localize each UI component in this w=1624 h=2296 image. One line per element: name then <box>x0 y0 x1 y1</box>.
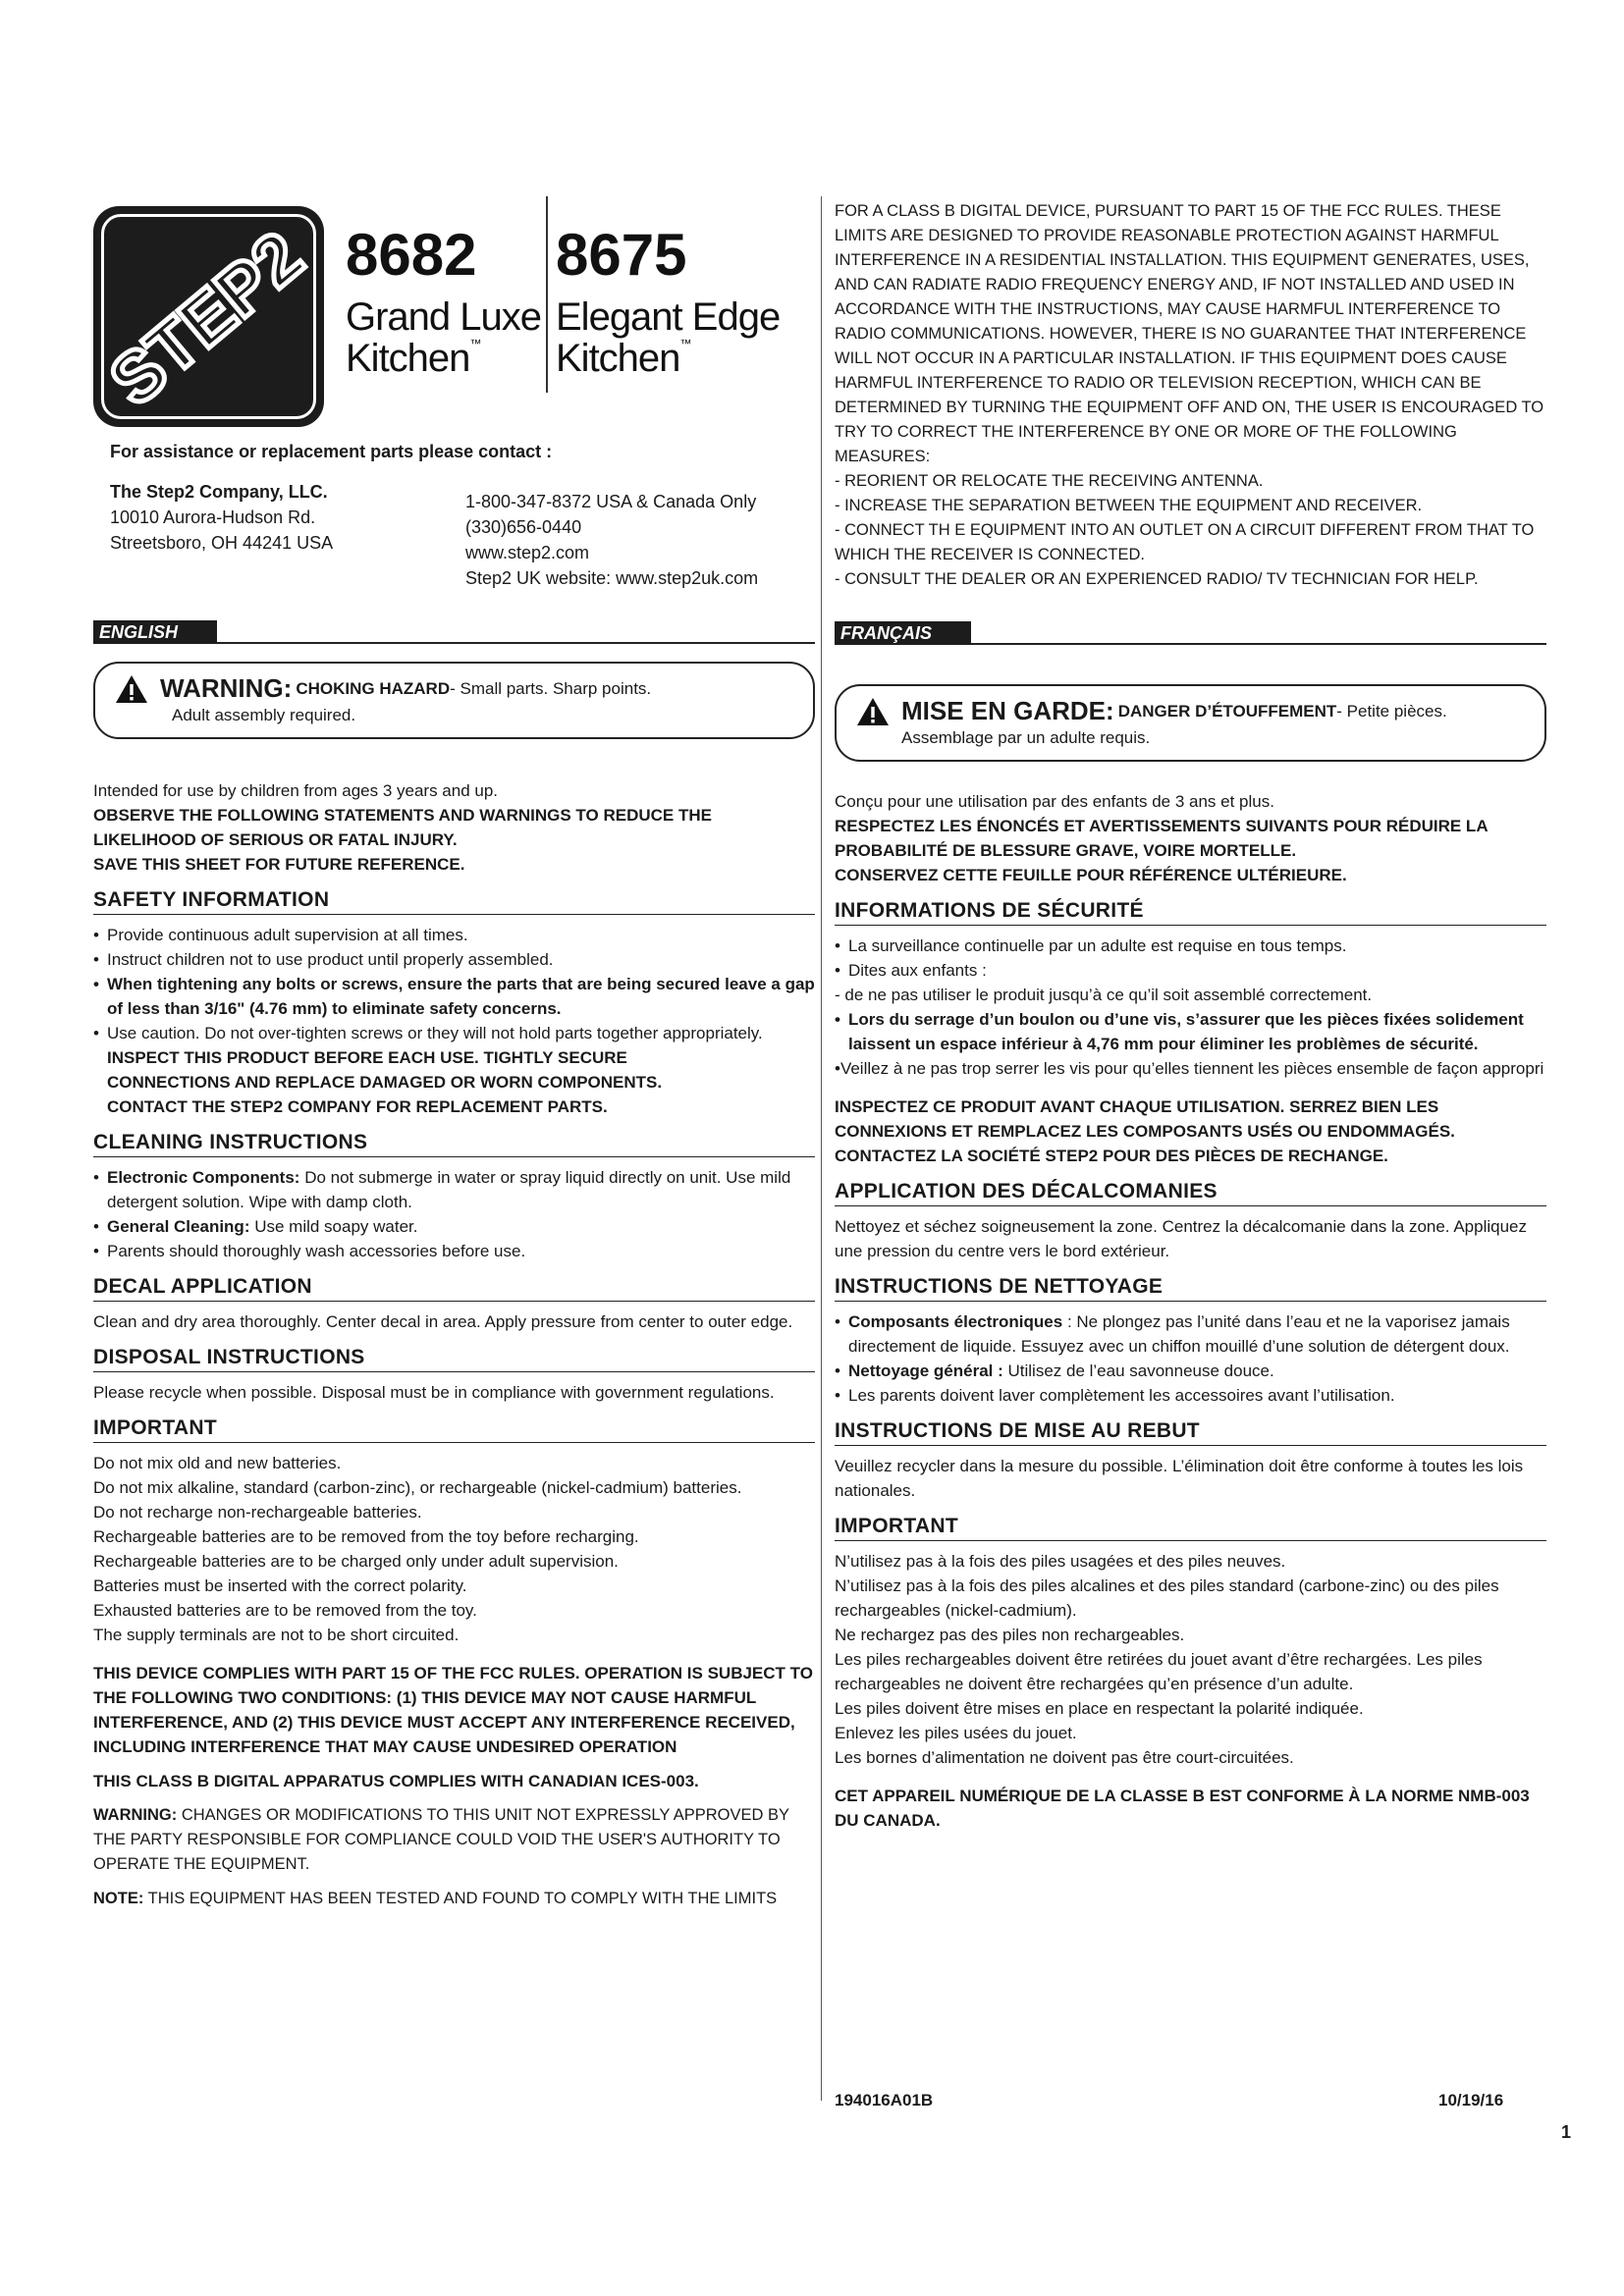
observe-line3: SAVE THIS SHEET FOR FUTURE REFERENCE. <box>93 855 465 874</box>
note-label: NOTE: <box>93 1890 144 1907</box>
french-decal-text: Nettoyez et séchez soigneusement la zone. Centrez la décalcomanie dans la zone. Appliquez une pression du centre vers le bord extérieur. <box>835 1217 1527 1260</box>
french-safety-subitem: - de ne pas utiliser le produit jusqu’à ce qu’il soit assemblé correctement. <box>835 986 1373 1004</box>
city: Streetsboro, OH 44241 USA <box>110 533 334 553</box>
phone-2: (330)656-0440 <box>465 517 582 537</box>
french-safety-item: •Veillez à ne pas trop serrer les vis pour qu’elles tiennent les pièces ensemble de façon appropri <box>835 1059 1544 1078</box>
french-cleaning-label: Composants électroniques <box>848 1312 1063 1331</box>
model-a <box>346 222 542 380</box>
page-number: 1 <box>1561 2122 1572 2142</box>
french-lang-bar <box>835 621 1546 645</box>
decal-heading: DECAL APPLICATION <box>93 1275 815 1302</box>
french-decal-heading: APPLICATION DES DÉCALCOMANIES <box>835 1180 1546 1206</box>
fcc-continued: FOR A CLASS B DIGITAL DEVICE, PURSUANT TO PART 15 OF THE FCC RULES. THESE LIMITS ARE DESIGNED TO PROVIDE REASONABLE PROTECTION AGAINST HARMFUL INTERFERENCE IN A RESIDENTIAL INSTALLATION. THIS EQUIPMENT GENERATES, USES, AND CAN RADIATE RADIO FREQUENCY ENERGY AND, IF NOT INSTALLED AND USED IN ACCORDANCE WITH THE INSTRUCTIONS, MAY CAUSE HARMFUL INTERFERENCE TO RADIO COMMUNICATIONS. HOWEVER, THERE IS NO GUARANTEE THAT INTERFERENCE WILL NOT OCCUR IN A PARTICULAR INSTALLATION. IF THIS EQUIPMENT DOES CAUSE HARMFUL INTERFERENCE TO RADIO OR TELEVISION RECEPTION, WHICH CAN BE DETERMINED BY TURNING THE EQUIPMENT OFF AND ON, THE USER IS ENCOURAGED TO TRY TO CORRECT THE INTERFERENCE BY ONE OR MORE OF THE FOLLOWING MEASURES: <box>835 202 1544 465</box>
french-warning-line2: Assemblage par un adulte requis. <box>901 728 1151 747</box>
cleaning-label: Electronic Components: <box>107 1168 300 1187</box>
document-date: 10/19/16 <box>1438 2091 1504 2109</box>
safety-item: • Use caution. Do not over-tighten screws or they will not hold parts together appropriately. <box>93 1021 815 1045</box>
document-code: 194016A01B <box>835 2091 934 2109</box>
model-a-name-line1: Grand Luxe <box>346 295 542 339</box>
french-cleaning-list <box>835 1309 1546 1408</box>
cleaning-text: Do not submerge in water or spray liquid directly on unit. Use mild detergent solution. Wipe with damp cloth. <box>107 1168 791 1211</box>
trademark: ™ <box>469 337 481 350</box>
model-b-name-line2: Kitchen <box>556 337 680 380</box>
model-b-number: 8675 <box>556 222 687 288</box>
french-important-line: Ne rechargez pas des piles non rechargeables. <box>835 1626 1185 1644</box>
french-safety-item: • Lors du serrage d’un boulon ou d’une vis, s’assurer que les pièces fixées solidement laissent un espace inférieur à 4,76 mm pour éliminer les problèmes de sécurité. <box>835 1007 1546 1056</box>
cleaning-item: • Parents should thoroughly wash accessories before use. <box>93 1239 815 1263</box>
french-inspect-line1: INSPECTEZ CE PRODUIT AVANT CHAQUE UTILISATION. SERREZ BIEN LES <box>835 1097 1439 1116</box>
safety-item: • Instruct children not to use product until properly assembled. <box>93 947 815 972</box>
cleaning-text: Use mild soapy water. <box>249 1217 418 1236</box>
model-divider <box>546 196 548 393</box>
street: 10010 Aurora-Hudson Rd. <box>110 507 316 527</box>
model-a-number: 8682 <box>346 222 477 288</box>
french-column <box>835 199 1546 1833</box>
cleaning-item <box>93 1165 815 1214</box>
french-warning-hazard: DANGER D’ÉTOUFFEMENT <box>1117 701 1337 721</box>
important-line: The supply terminals are not to be short circuited. <box>93 1626 460 1644</box>
fcc-measure: - CONSULT THE DEALER OR AN EXPERIENCED RADIO/ TV TECHNICIAN FOR HELP. <box>835 570 1479 588</box>
cleaning-heading: CLEANING INSTRUCTIONS <box>93 1131 815 1157</box>
french-inspect-line2: CONNEXIONS ET REMPLACEZ LES COMPOSANTS USÉS OU ENDOMMAGÉS. <box>835 1122 1455 1141</box>
modification-warning <box>93 1803 815 1877</box>
english-lang-tag: ENGLISH <box>93 620 217 644</box>
model-b-name <box>556 296 780 379</box>
french-safety-heading: INFORMATIONS DE SÉCURITÉ <box>835 899 1546 926</box>
company-address <box>110 479 333 556</box>
fcc-measure: - CONNECT TH E EQUIPMENT INTO AN OUTLET ON A CIRCUIT DIFFERENT FROM THAT TO WHICH THE RECEIVER IS CONNECTED. <box>835 521 1535 563</box>
warning-title: WARNING: <box>160 673 293 703</box>
website-link[interactable]: www.step2.com <box>465 543 590 562</box>
disposal-text: Please recycle when possible. Disposal must be in compliance with government regulations. <box>93 1383 775 1402</box>
french-cleaning-item: • Les parents doivent laver complètement les accessoires avant l’utilisation. <box>835 1383 1546 1408</box>
fcc-measure: - REORIENT OR RELOCATE THE RECEIVING ANTENNA. <box>835 472 1264 490</box>
french-lang-tag: FRANÇAIS <box>835 621 971 645</box>
logo-mark <box>93 206 324 427</box>
french-important-heading: IMPORTANT <box>835 1515 1546 1541</box>
cleaning-list <box>93 1165 815 1263</box>
important-line: Rechargeable batteries are to be charged only under adult supervision. <box>93 1552 619 1571</box>
french-cleaning-item <box>835 1309 1546 1359</box>
company-name: The Step2 Company, LLC. <box>110 482 328 502</box>
french-safety-list-2 <box>835 1007 1546 1056</box>
french-warning-box <box>835 684 1546 762</box>
french-inspect-line3: CONTACTEZ LA SOCIÉTÉ STEP2 POUR DES PIÈCES DE RECHANGE. <box>835 1147 1388 1165</box>
safety-heading: SAFETY INFORMATION <box>93 888 815 915</box>
disposal-heading: DISPOSAL INSTRUCTIONS <box>93 1346 815 1372</box>
french-safety-list <box>835 934 1546 983</box>
warning-icon <box>856 697 890 726</box>
french-safety-item: • Dites aux enfants : <box>835 958 1546 983</box>
french-warning-title: MISE EN GARDE: <box>901 696 1114 725</box>
french-important-line: Les piles rechargeables doivent être retirées du jouet avant d’être rechargées. Les piles rechargeables ne doivent être rechargées qu’en présence d’un adulte. <box>835 1650 1483 1693</box>
french-important-line: N’utilisez pas à la fois des piles usagées et des piles neuves. <box>835 1552 1286 1571</box>
important-line: Do not recharge non-rechargeable batteries. <box>93 1503 422 1522</box>
decal-text: Clean and dry area thoroughly. Center decal in area. Apply pressure from center to outer edge. <box>93 1312 793 1331</box>
french-disposal-text: Veuillez recycler dans la mesure du possible. L’élimination doit être conforme à toutes les lois nationales. <box>835 1457 1524 1500</box>
uk-website-link[interactable]: Step2 UK website: www.step2uk.com <box>465 568 759 588</box>
english-column <box>93 620 815 1911</box>
french-important-line: Les piles doivent être mises en place en respectant la polarité indiquée. <box>835 1699 1364 1718</box>
warning-detail: - Small parts. Sharp points. <box>450 678 652 698</box>
column-divider <box>821 196 822 2101</box>
trademark: ™ <box>679 337 691 350</box>
french-age-intro: Conçu pour une utilisation par des enfants de 3 ans et plus. <box>835 792 1274 811</box>
french-safety-item: • La surveillance continuelle par un adulte est requise en tous temps. <box>835 934 1546 958</box>
step2-logo <box>93 206 324 427</box>
french-disposal-heading: INSTRUCTIONS DE MISE AU REBUT <box>835 1419 1546 1446</box>
note-text: THIS EQUIPMENT HAS BEEN TESTED AND FOUND TO COMPLY WITH THE LIMITS <box>143 1890 778 1907</box>
french-warning-detail: - Petite pièces. <box>1336 701 1447 721</box>
warning-line2: Adult assembly required. <box>172 706 356 724</box>
observe-line1: OBSERVE THE FOLLOWING STATEMENTS AND WARNINGS TO REDUCE THE <box>93 806 712 825</box>
safety-item: • Provide continuous adult supervision at all times. <box>93 923 815 947</box>
observe-line2: LIKELIHOOD OF SERIOUS OR FATAL INJURY. <box>93 830 458 849</box>
french-important-line: Enlevez les piles usées du jouet. <box>835 1724 1077 1742</box>
french-important-line: N’utilisez pas à la fois des piles alcalines et des piles standard (carbone-zinc) ou des piles rechargeables (nickel-cadmium). <box>835 1576 1499 1620</box>
cleaning-label: General Cleaning: <box>107 1217 250 1236</box>
fcc-note <box>93 1887 815 1911</box>
important-line: Do not mix old and new batteries. <box>93 1454 342 1472</box>
french-cleaning-heading: INSTRUCTIONS DE NETTOYAGE <box>835 1275 1546 1302</box>
modification-warning-label: WARNING: <box>93 1806 178 1824</box>
important-line: Do not mix alkaline, standard (carbon-zinc), or rechargeable (nickel-cadmium) batteries. <box>93 1478 742 1497</box>
logo-text: STEP2 <box>95 216 318 421</box>
warning-hazard: CHOKING HAZARD <box>296 678 451 698</box>
french-observe-line1: RESPECTEZ LES ÉNONCÉS ET AVERTISSEMENTS SUIVANTS POUR RÉDUIRE LA <box>835 817 1489 835</box>
model-a-name-line2: Kitchen <box>346 337 470 380</box>
fcc-measure: - INCREASE THE SEPARATION BETWEEN THE EQUIPMENT AND RECEIVER. <box>835 497 1423 514</box>
important-line: Rechargeable batteries are to be removed from the toy before recharging. <box>93 1527 639 1546</box>
phone-1: 1-800-347-8372 USA & Canada Only <box>465 492 757 511</box>
model-b-name-line1: Elegant Edge <box>556 295 781 339</box>
french-observe-line3: CONSERVEZ CETTE FEUILLE POUR RÉFÉRENCE ULTÉRIEURE. <box>835 866 1347 884</box>
nmb-compliance: CET APPAREIL NUMÉRIQUE DE LA CLASSE B EST CONFORME À LA NORME NMB-003 DU CANADA. <box>835 1787 1530 1830</box>
modification-warning-text: CHANGES OR MODIFICATIONS TO THIS UNIT NOT EXPRESSLY APPROVED BY THE PARTY RESPONSIBLE FOR COMPLIANCE COULD VOID THE USER'S AUTHORITY TO OPERATE THE EQUIPMENT. <box>93 1806 789 1873</box>
fcc-compliance: THIS DEVICE COMPLIES WITH PART 15 OF THE FCC RULES. OPERATION IS SUBJECT TO THE FOLLOWING TWO CONDITIONS: (1) THIS DEVICE MAY NOT CAUSE HARMFUL INTERFERENCE, AND (2) THIS DEVICE MUST ACCEPT ANY INTERFERENCE RECEIVED, INCLUDING INTERFERENCE THAT MAY CAUSE UNDESIRED OPERATION <box>93 1664 813 1756</box>
important-heading: IMPORTANT <box>93 1416 815 1443</box>
inspect-line2: CONNECTIONS AND REPLACE DAMAGED OR WORN COMPONENTS. <box>107 1073 663 1092</box>
french-cleaning-label: Nettoyage général : <box>848 1362 1003 1380</box>
choking-warning-box <box>93 662 815 739</box>
contact-details <box>465 489 758 591</box>
model-b <box>556 222 781 380</box>
french-cleaning-text: : Ne plongez pas l’unité dans l’eau et ne la vaporisez jamais directement de liquide. Essuyez avec un chiffon mouillé d’une solution de détergent doux. <box>848 1312 1510 1356</box>
safety-item: • When tightening any bolts or screws, ensure the parts that are being secured leave a gap of less than 3/16" (4.76 mm) to eliminate safety concerns. <box>93 972 815 1021</box>
important-line: Exhausted batteries are to be removed from the toy. <box>93 1601 477 1620</box>
inspect-line1: INSPECT THIS PRODUCT BEFORE EACH USE. TIGHTLY SECURE <box>107 1048 627 1067</box>
french-cleaning-item <box>835 1359 1546 1383</box>
contact-title: For assistance or replacement parts please contact : <box>110 442 553 461</box>
warning-icon <box>115 674 148 704</box>
safety-list <box>93 923 815 1045</box>
french-observe-line2: PROBABILITÉ DE BLESSURE GRAVE, VOIRE MORTELLE. <box>835 841 1297 860</box>
cleaning-item <box>93 1214 815 1239</box>
important-line: Batteries must be inserted with the correct polarity. <box>93 1576 467 1595</box>
french-cleaning-text: Utilisez de l’eau savonneuse douce. <box>1002 1362 1274 1380</box>
age-intro: Intended for use by children from ages 3 years and up. <box>93 781 499 800</box>
ices-compliance: THIS CLASS B DIGITAL APPARATUS COMPLIES WITH CANADIAN ICES-003. <box>93 1772 699 1790</box>
inspect-line3: CONTACT THE STEP2 COMPANY FOR REPLACEMENT PARTS. <box>107 1097 608 1116</box>
model-a-name <box>346 296 541 379</box>
french-important-line: Les bornes d’alimentation ne doivent pas être court-circuitées. <box>835 1748 1294 1767</box>
english-lang-bar <box>93 620 815 644</box>
